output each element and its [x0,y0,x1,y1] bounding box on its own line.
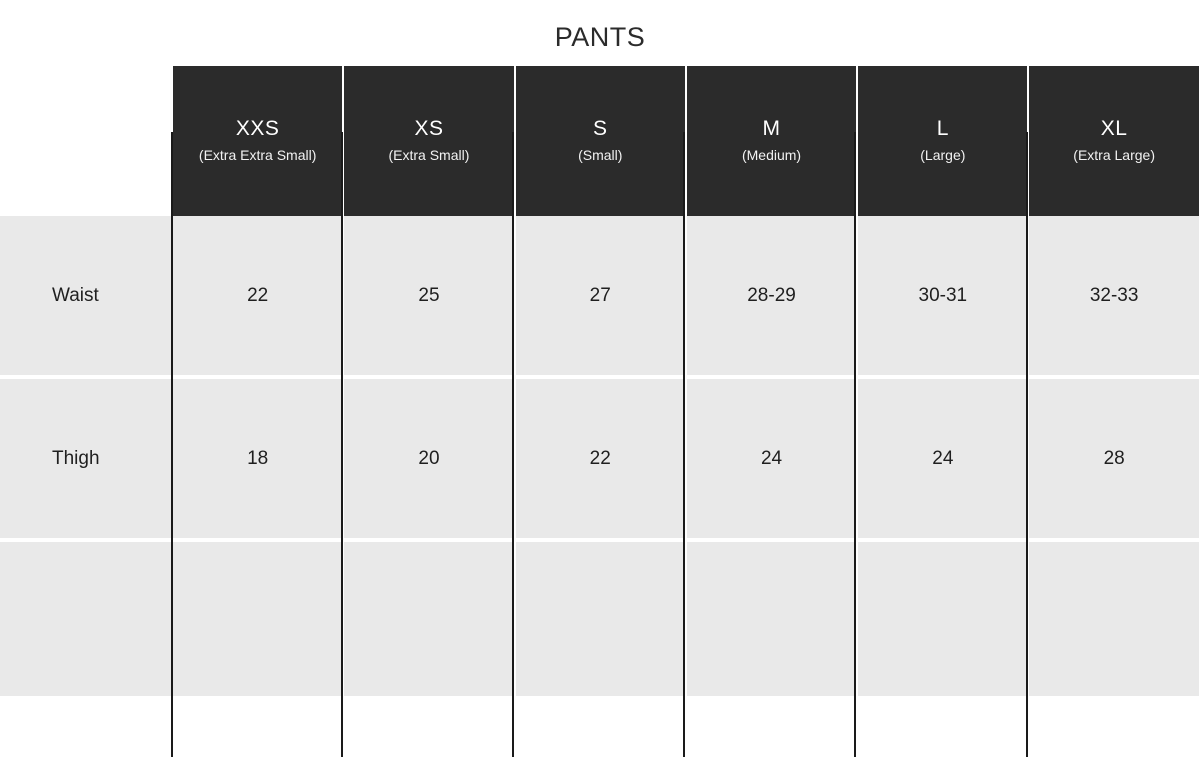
table-vertical-rule [1026,132,1028,757]
cell-thigh-m: 24 [686,377,857,540]
column-header-full: (Extra Extra Small) [198,147,317,164]
column-header-full: (Extra Large) [1073,147,1155,164]
size-chart-container [0,66,1200,696]
row-label-waist: Waist [0,216,172,377]
column-header-full: (Large) [920,147,966,164]
cell-thigh-xxs: 18 [172,377,343,540]
table-header [0,66,1200,216]
table-vertical-rule [512,132,514,757]
column-header-full: (Extra Small) [388,147,470,164]
column-header-l [857,66,1028,216]
cell-thigh-s: 22 [515,377,686,540]
header-row [0,66,1200,216]
cell-empty-xl [1028,540,1199,696]
table-vertical-rule-left [171,132,173,757]
cell-thigh-l: 24 [857,377,1028,540]
cell-waist-xxs: 22 [172,216,343,377]
table-row [0,377,1200,540]
column-header-full: (Small) [578,147,623,164]
column-header-xxs [172,66,343,216]
cell-waist-m: 28-29 [686,216,857,377]
cell-empty-s [515,540,686,696]
column-header-xs [343,66,514,216]
cell-waist-l: 30-31 [857,216,1028,377]
table-row [0,216,1200,377]
table-row [0,540,1200,696]
size-chart-table [0,66,1200,696]
column-header-abbr: S [592,117,608,141]
column-header-full: (Medium) [741,147,802,164]
column-header-abbr: XS [414,117,444,141]
cell-empty-xxs [172,540,343,696]
cell-waist-s: 27 [515,216,686,377]
column-header-abbr: M [762,117,781,141]
cell-waist-xs: 25 [343,216,514,377]
column-header-abbr: XL [1100,117,1128,141]
table-body [0,216,1200,696]
column-header-abbr: XXS [235,117,280,141]
table-corner-cell [0,66,172,216]
table-vertical-rule [854,132,856,757]
column-header-m [686,66,857,216]
cell-thigh-xs: 20 [343,377,514,540]
column-header-xl [1028,66,1199,216]
row-label-thigh: Thigh [0,377,172,540]
table-vertical-rule [683,132,685,757]
cell-empty-xs [343,540,514,696]
column-header-s [515,66,686,216]
cell-waist-xl: 32-33 [1028,216,1199,377]
row-label-empty [0,540,172,696]
cell-thigh-xl: 28 [1028,377,1199,540]
cell-empty-m [686,540,857,696]
cell-empty-l [857,540,1028,696]
column-header-abbr: L [936,117,949,141]
table-vertical-rule [341,132,343,757]
page-title: PANTS [554,22,646,52]
